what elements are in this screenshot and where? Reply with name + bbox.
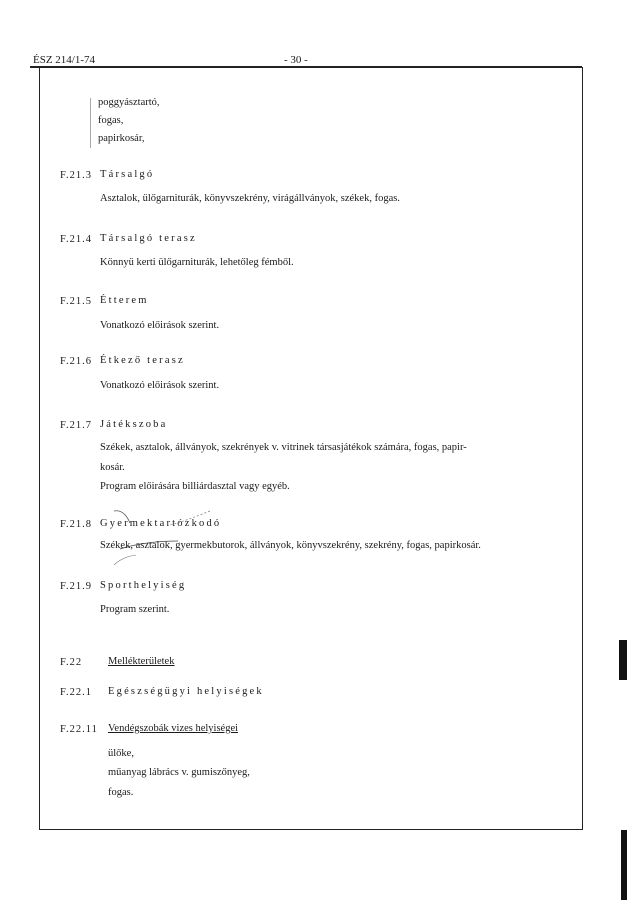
list-item: poggyásztartó, bbox=[98, 97, 160, 108]
section-code: F.21.4 bbox=[60, 234, 92, 245]
section-code: F.21.7 bbox=[60, 420, 92, 431]
list-item: fogas. bbox=[108, 787, 134, 798]
section-heading: Egészségügyi helyiségek bbox=[108, 686, 264, 697]
list-item: papirkosár, bbox=[98, 133, 145, 144]
section-code: F.22.1 bbox=[60, 687, 92, 698]
scan-edge-mark bbox=[619, 640, 627, 680]
list-item: ülőke, bbox=[108, 748, 134, 759]
section-heading: Mellékterületek bbox=[108, 656, 175, 667]
section-heading: Társalgó bbox=[100, 169, 155, 180]
section-text: Asztalok, ülőgarniturák, könyvszekrény, virágállványok, székek, fogas. bbox=[100, 193, 400, 204]
page-number: - 30 - bbox=[284, 54, 308, 66]
document-id: ÉSZ 214/1-74 bbox=[33, 54, 96, 66]
section-heading: Vendégszobák vizes helyiségei bbox=[108, 723, 239, 734]
section-heading: Étterem bbox=[100, 295, 149, 306]
section-heading: Sporthelyiség bbox=[100, 580, 187, 591]
pencil-marks bbox=[100, 505, 260, 575]
section-code: F.21.9 bbox=[60, 581, 92, 592]
section-code: F.21.5 bbox=[60, 296, 92, 307]
section-code: F.21.8 bbox=[60, 519, 92, 530]
section-heading: Gyermektartózkodó bbox=[100, 518, 222, 529]
margin-mark bbox=[90, 98, 91, 148]
section-text: Vonatkozó előirások szerint. bbox=[100, 380, 220, 391]
section-text: Program szerint. bbox=[100, 604, 170, 615]
section-code: F.22.11 bbox=[60, 724, 98, 735]
section-heading: Étkező terasz bbox=[100, 355, 185, 366]
list-item: műanyag lábrács v. gumiszőnyeg, bbox=[108, 767, 250, 778]
section-text: Vonatkozó előirások szerint. bbox=[100, 320, 220, 331]
scan-edge-mark bbox=[621, 830, 627, 900]
section-heading: Társalgó terasz bbox=[100, 233, 197, 244]
section-text: kosár. bbox=[100, 462, 125, 473]
section-text: Program előirására billiárdasztal vagy egyéb. bbox=[100, 481, 290, 492]
section-code: F.21.6 bbox=[60, 356, 92, 367]
section-code: F.22 bbox=[60, 657, 83, 668]
section-text: Könnyü kerti ülőgarniturák, lehetőleg fémből. bbox=[100, 257, 294, 268]
section-text: Székek, asztalok, gyermekbutorok, állványok, könyvszekrény, szekrény, fogas, papirkosár. bbox=[100, 540, 481, 551]
list-item: fogas, bbox=[98, 115, 124, 126]
section-heading: Játékszoba bbox=[100, 419, 168, 430]
section-text: Székek, asztalok, állványok, szekrények v. vitrinek társasjátékok számára, fogas, papir- bbox=[100, 442, 467, 453]
section-code: F.21.3 bbox=[60, 170, 92, 181]
